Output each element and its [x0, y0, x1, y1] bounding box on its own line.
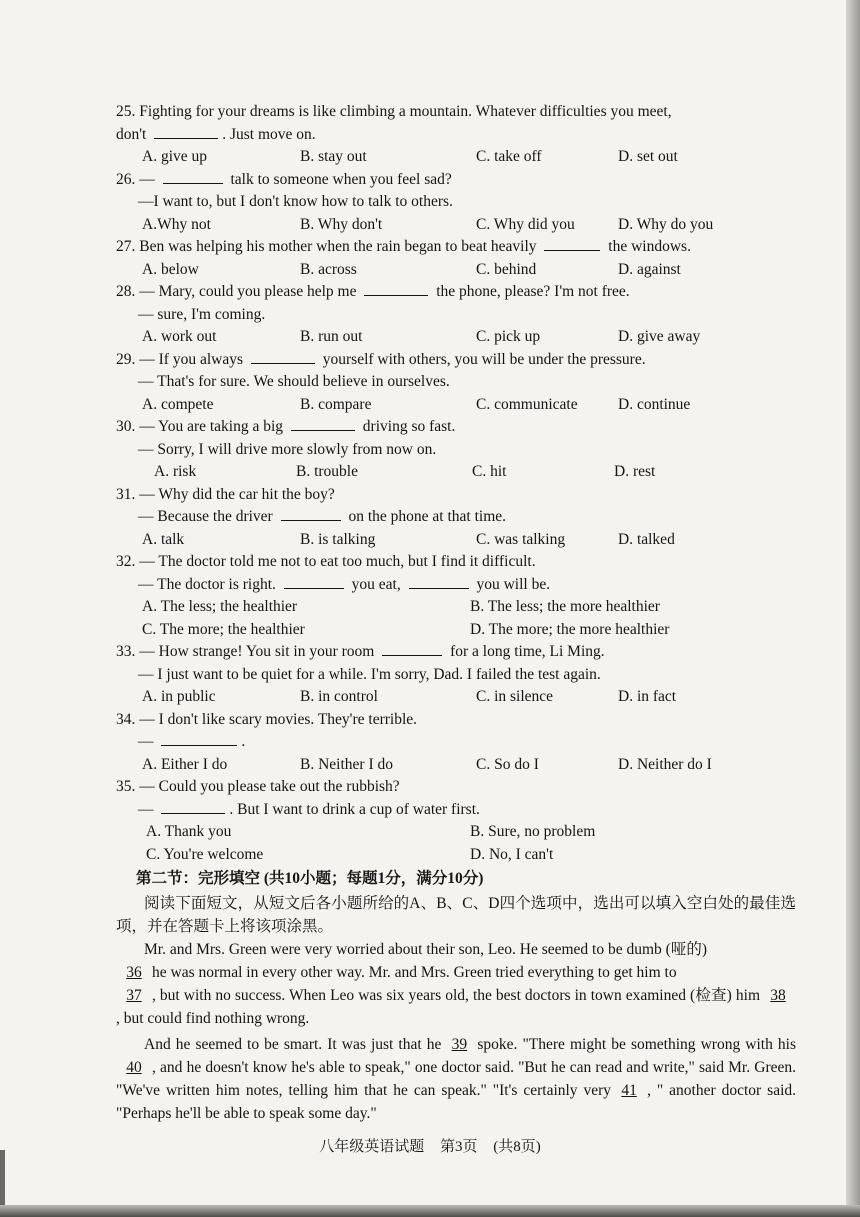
question-number: 33. — [116, 643, 136, 660]
option-c: C. You're welcome — [146, 845, 264, 863]
answer-blank — [251, 349, 315, 364]
question-34 — [116, 709, 796, 777]
cloze-blank-39: 39 — [451, 1036, 468, 1053]
option-b: B. compare — [300, 395, 372, 413]
answer-blank — [163, 169, 223, 184]
question-stem: . Just move on. — [222, 125, 316, 143]
question-stem: — — [139, 170, 155, 188]
cloze-blank-36: 36 — [126, 964, 142, 981]
option-d: D. against — [618, 260, 681, 278]
cloze-blank-38: 38 — [770, 987, 786, 1004]
option-a: A. work out — [142, 328, 217, 345]
answer-blank — [161, 799, 225, 814]
question-stem: — You are taking a big — [139, 418, 284, 435]
question-stem: — The doctor told me not to eat too much, but I find it difficult. — [139, 553, 536, 570]
answer-blank — [284, 574, 344, 589]
question-number: 31. — [116, 485, 136, 503]
cloze-blank-41: 41 — [621, 1082, 637, 1099]
cloze-blank-37: 37 — [126, 987, 142, 1004]
questions-section — [116, 101, 796, 1125]
options-row — [116, 821, 796, 844]
option-b: B. Sure, no problem — [470, 823, 596, 840]
options-row — [116, 326, 796, 349]
options-row — [116, 461, 796, 484]
question-stem: the phone, please? I'm not free. — [436, 283, 630, 300]
option-d: D. No, I can't — [470, 845, 554, 863]
answer-blank — [409, 574, 469, 589]
option-c: C. was talking — [476, 530, 566, 548]
question-number: 28. — [116, 283, 136, 300]
question-stem: the windows. — [608, 238, 691, 255]
dialogue-line: you will be. — [476, 575, 551, 593]
passage-paragraph-2: And he seemed to be smart. It was just that he 39 spoke. "There might be something wrong with his40 , and he doesn't know he's able to speak," one doctor said. "But he can read and write," said Mr. Green. "We've written him notes, telling him that he can speak." "It's certainly very 41 , " another doctor said. "Perhaps he'll be able to speak some day." — [116, 1033, 796, 1125]
dialogue-line: — Because the driver — [138, 508, 273, 525]
options-row — [116, 686, 796, 709]
dialogue-line: you eat, — [351, 575, 401, 593]
option-a: A. Either I do — [142, 755, 228, 773]
question-33 — [116, 641, 796, 709]
option-a: A. talk — [142, 530, 185, 548]
option-b: B. across — [300, 260, 357, 278]
options-row — [116, 619, 796, 642]
question-number: 27. — [116, 238, 136, 255]
option-b: B. trouble — [296, 463, 358, 480]
option-c: C. The more; the healthier — [142, 620, 305, 638]
option-b: B. is talking — [300, 530, 376, 548]
question-30 — [116, 416, 796, 484]
question-stem: — Mary, could you please help me — [139, 283, 357, 300]
options-row — [116, 214, 796, 237]
dialogue-line: — — [138, 733, 154, 750]
passage-paragraph-1: Mr. and Mrs. Green were very worried about their son, Leo. He seemed to be dumb (哑的) 36 he was normal in every other way. Mr. and Mrs. Green tried everything to get him to 37 , but with no success. When Leo was six years old, the best doctors in town examined (检查) him 38, but could find nothing wrong. — [116, 938, 796, 1030]
footer-total-pages: (共8页) — [493, 1139, 541, 1155]
dialogue-line: on the phone at that time. — [348, 508, 507, 525]
option-d: D. talked — [618, 530, 675, 548]
option-a: A. The less; the healthier — [142, 598, 298, 615]
option-d: D. continue — [618, 395, 691, 413]
option-c: C. behind — [476, 260, 537, 278]
option-b: B. stay out — [300, 148, 367, 165]
option-a: A. risk — [154, 463, 197, 480]
cloze-blank-40: 40 — [126, 1059, 142, 1076]
answer-blank — [382, 641, 442, 656]
question-27 — [116, 236, 796, 281]
dialogue-line: — — [138, 800, 154, 818]
options-row — [116, 146, 796, 169]
option-d: D. rest — [614, 463, 656, 480]
question-35 — [116, 776, 796, 866]
option-b: B. run out — [300, 328, 363, 345]
question-stem: driving so fast. — [362, 418, 456, 435]
question-29 — [116, 349, 796, 417]
answer-blank — [364, 281, 428, 296]
option-d: D. Why do you — [618, 215, 714, 233]
option-d: D. set out — [618, 148, 678, 165]
question-stem: — Why did the car hit the boy? — [139, 485, 335, 503]
option-a: A. compete — [142, 395, 214, 413]
option-a: A. in public — [142, 688, 216, 705]
question-26 — [116, 169, 796, 237]
question-stem: Ben was helping his mother when the rain began to beat heavily — [139, 238, 537, 255]
question-number: 34. — [116, 710, 136, 728]
answer-blank — [154, 124, 218, 139]
question-stem: Fighting for your dreams is like climbing a mountain. Whatever difficulties you meet, — [139, 103, 672, 120]
question-stem: yourself with others, you will be under the pressure. — [322, 350, 646, 368]
question-stem: — Could you please take out the rubbish? — [139, 778, 400, 795]
question-stem: — I don't like scary movies. They're terrible. — [139, 710, 418, 728]
options-row — [116, 259, 796, 282]
question-32 — [116, 551, 796, 641]
option-b: B. Why don't — [300, 215, 383, 233]
question-number: 35. — [116, 778, 136, 795]
question-number: 26. — [116, 170, 136, 188]
options-row — [116, 596, 796, 619]
question-stem: — If you always — [139, 350, 243, 368]
dialogue-line: . But I want to drink a cup of water first. — [229, 800, 480, 818]
dialogue-line: . — [241, 733, 246, 750]
options-row — [116, 529, 796, 552]
question-25 — [116, 101, 796, 169]
answer-blank — [281, 506, 341, 521]
options-row — [116, 754, 796, 777]
cloze-section — [116, 868, 796, 1125]
option-c: C. in silence — [476, 688, 554, 705]
dialogue-line: — I just want to be quiet for a while. I'm sorry, Dad. I failed the test again. — [138, 665, 601, 683]
option-c: C. take off — [476, 148, 542, 165]
option-d: D. in fact — [618, 688, 677, 705]
page-footer — [0, 1135, 860, 1156]
dialogue-line: — sure, I'm coming. — [138, 305, 266, 323]
answer-blank — [544, 236, 600, 251]
options-row — [116, 844, 796, 867]
section-title: 第二节：完形填空 (共10小题；每题1分，满分10分) — [136, 870, 484, 887]
option-c: C. pick up — [476, 328, 541, 345]
question-stem: — How strange! You sit in your room — [139, 643, 375, 660]
option-d: D. give away — [618, 328, 701, 345]
dialogue-line: —I want to, but I don't know how to talk to others. — [138, 193, 453, 210]
option-a: A. below — [142, 260, 199, 278]
question-number: 25. — [116, 103, 136, 120]
scan-edge-right — [846, 0, 860, 1217]
option-b: B. in control — [300, 688, 378, 705]
option-a: A.Why not — [142, 215, 211, 233]
option-d: D. Neither do I — [618, 755, 712, 773]
dialogue-line: — Sorry, I will drive more slowly from now on. — [138, 440, 437, 458]
question-stem: talk to someone when you feel sad? — [230, 170, 452, 188]
dialogue-line: — That's for sure. We should believe in ourselves. — [138, 373, 450, 390]
option-b: B. Neither I do — [300, 755, 393, 773]
question-number: 32. — [116, 553, 136, 570]
option-c: C. hit — [472, 463, 507, 480]
question-stem: for a long time, Li Ming. — [450, 643, 605, 660]
question-28 — [116, 281, 796, 349]
option-a: A. give up — [142, 148, 208, 165]
dialogue-line: — The doctor is right. — [138, 575, 276, 593]
footer-subject: 八年级英语试题 — [319, 1139, 425, 1155]
question-number: 29. — [116, 350, 136, 368]
question-stem: don't — [116, 125, 147, 143]
option-c: C. Why did you — [476, 215, 575, 233]
option-a: A. Thank you — [146, 823, 232, 840]
question-number: 30. — [116, 418, 136, 435]
answer-blank — [161, 731, 237, 746]
answer-blank — [291, 416, 355, 431]
option-c: C. So do I — [476, 755, 539, 773]
section-instruction: 阅读下面短文，从短文后各小题所给的A、B、C、D四个选项中，选出可以填入空白处的最佳选项，并在答题卡上将该项涂黑。 — [116, 895, 796, 935]
option-b: B. The less; the more healthier — [470, 598, 660, 615]
footer-page-number: 第3页 — [440, 1139, 478, 1155]
scan-edge-bottom — [0, 1205, 860, 1217]
options-row — [116, 394, 796, 417]
question-31 — [116, 484, 796, 552]
option-d: D. The more; the more healthier — [470, 620, 670, 638]
option-c: C. communicate — [476, 395, 578, 413]
